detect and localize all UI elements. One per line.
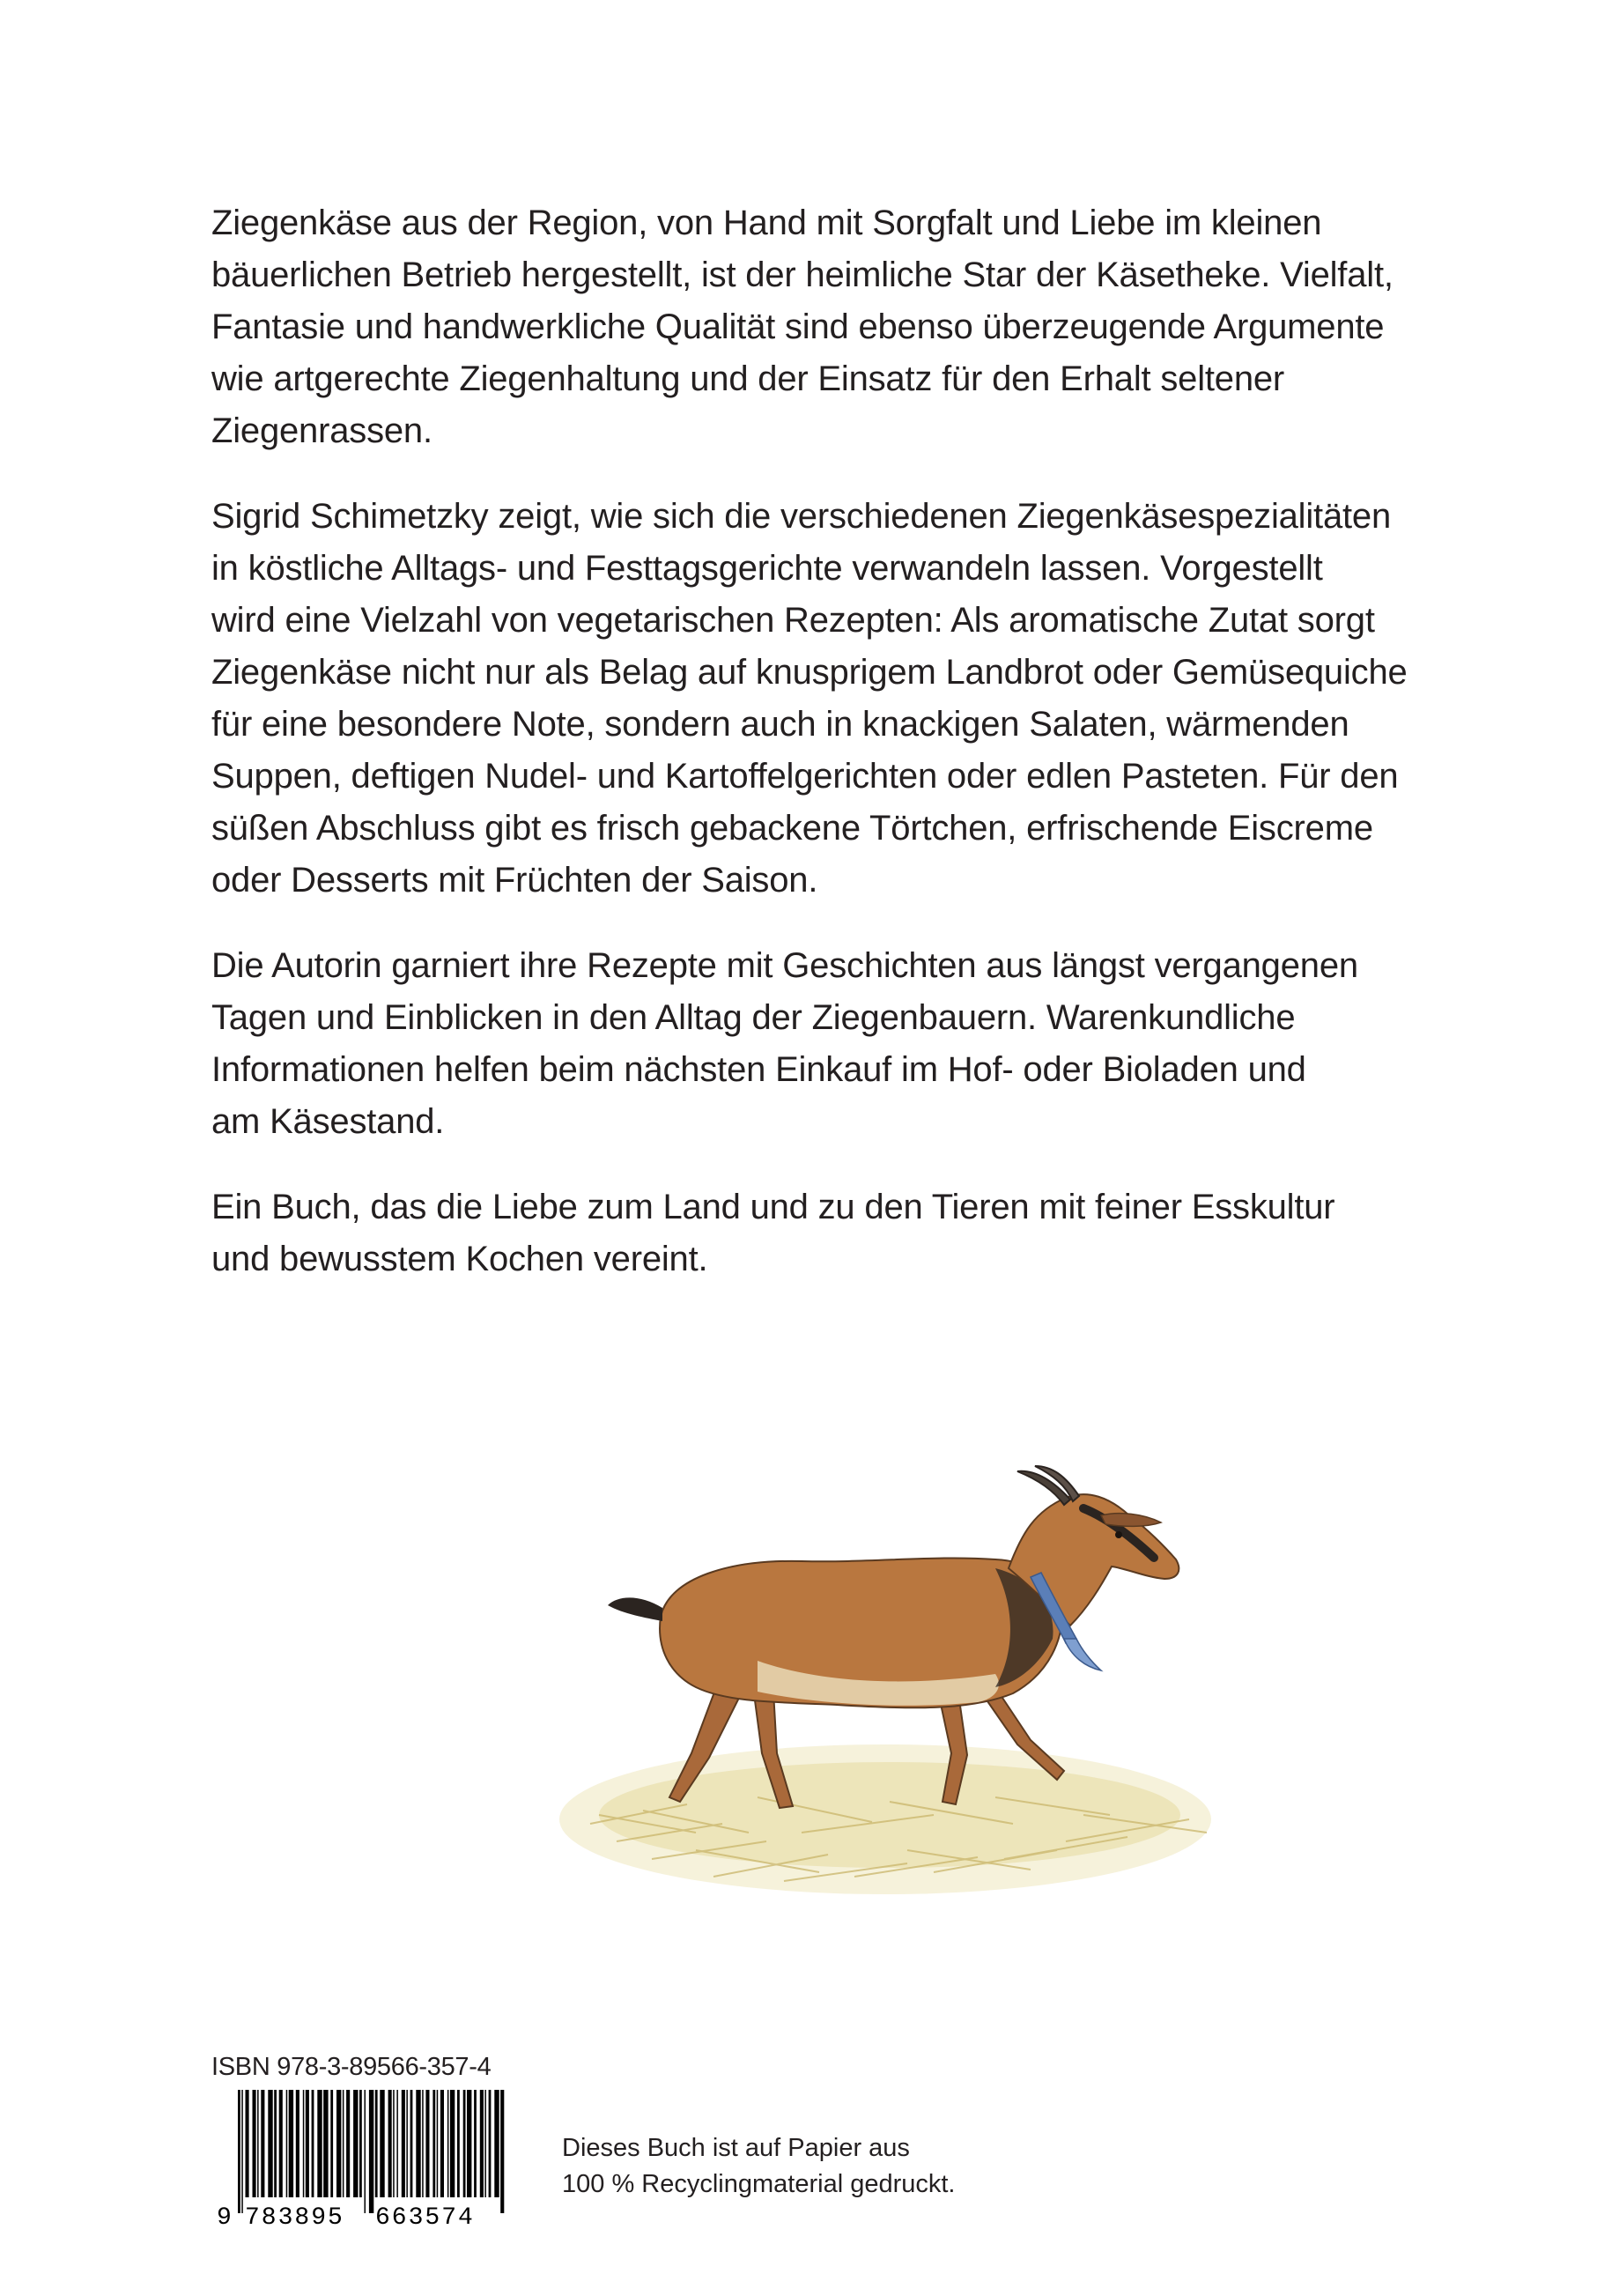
barcode-bar [343, 2090, 344, 2197]
barcode-bar [402, 2090, 405, 2197]
recycling-note-line: 100 % Recyclingmaterial gedruckt. [562, 2170, 956, 2198]
barcode-bar [306, 2090, 309, 2197]
barcode-bar [480, 2090, 484, 2197]
blurb-line: Ziegenrassen. [211, 411, 432, 450]
blurb-line: in köstliche Alltags- und Festtagsgerichte verwandeln lassen. Vorgestellt [211, 549, 1323, 588]
barcode-bar [406, 2090, 408, 2197]
barcode-bar [279, 2090, 283, 2197]
barcode-bar [467, 2090, 471, 2197]
barcode-bar [303, 2090, 305, 2197]
blurb-line: am Käsestand. [211, 1102, 445, 1141]
barcode-bar [416, 2090, 420, 2197]
barcode-bar [484, 2090, 486, 2197]
barcode-bar [457, 2090, 460, 2197]
barcode-bar [396, 2090, 398, 2197]
barcode-bar [463, 2090, 466, 2197]
blurb-line: für eine besondere Note, sondern auch in knackigen Salaten, wärmenden [211, 705, 1349, 744]
barcode-bar [432, 2090, 435, 2197]
blurb-line: und bewusstem Kochen vereint. [211, 1240, 708, 1278]
barcode-bar [274, 2090, 277, 2197]
barcode-bar [422, 2090, 424, 2197]
blurb-line: Informationen helfen beim nächsten Einkauf im Hof- oder Bioladen und [211, 1050, 1306, 1089]
barcode-bar [425, 2090, 429, 2197]
barcode-right-digits: 663574 [375, 2204, 475, 2231]
barcode-bar [500, 2090, 504, 2213]
blurb-paragraph-3 [211, 940, 1445, 1148]
blurb-line: Tagen und Einblicken in den Alltag der Ziegenbauern. Warenkundliche [211, 998, 1296, 1037]
barcode-bar [246, 2090, 249, 2197]
barcode-bar [447, 2090, 449, 2197]
barcode-bar [393, 2090, 395, 2197]
barcode-bars [238, 2090, 504, 2213]
blurb-line: süßen Abschluss gibt es frisch gebackene Törtchen, erfrischende Eiscreme [211, 809, 1373, 848]
blurb-line: bäuerlichen Betrieb hergestellt, ist der heimliche Star der Käsetheke. Vielfalt, [211, 256, 1394, 294]
blurb-line: Sigrid Schimetzky zeigt, wie sich die verschiedenen Ziegenkäsespezialitäten [211, 497, 1392, 536]
barcode-bar [323, 2090, 328, 2197]
barcode-bar [494, 2090, 499, 2197]
blurb-line: wie artgerechte Ziegenhaltung und der Einsatz für den Erhalt seltener [211, 359, 1285, 398]
barcode-bar [489, 2090, 492, 2197]
blurb-line: Die Autorin garniert ihre Rezepte mit Geschichten aus längst vergangenen [211, 946, 1358, 985]
blurb-line: Ein Buch, das die Liebe zum Land und zu den Tieren mit feiner Esskultur [211, 1188, 1335, 1226]
barcode-bar [410, 2090, 413, 2197]
blurb-line: Ziegenkäse nicht nur als Belag auf knusprigem Landbrot oder Gemüsequiche [211, 653, 1408, 692]
barcode-bar [268, 2090, 272, 2197]
barcode-bar [296, 2090, 299, 2197]
blurb-line: Fantasie und handwerkliche Qualität sind ebenso überzeugende Argumente [211, 307, 1385, 346]
barcode-bar [312, 2090, 314, 2197]
barcode-left-digits: 783895 [245, 2204, 344, 2231]
barcode-bar [369, 2090, 373, 2213]
barcode-bar [375, 2090, 378, 2197]
blurb-line: oder Desserts mit Früchten der Saison. [211, 861, 818, 900]
barcode-bar [353, 2090, 358, 2197]
blurb-paragraph-2 [211, 491, 1445, 907]
blurb-line: Ziegenkäse aus der Region, von Hand mit Sorgfalt und Liebe im kleinen [211, 204, 1322, 242]
barcode-bar [359, 2090, 362, 2197]
barcode [215, 2090, 514, 2231]
barcode-bar [261, 2090, 264, 2197]
barcode-bar [286, 2090, 288, 2197]
blurb-text [211, 197, 1445, 1319]
recycling-note-line: Dieses Buch ist auf Papier aus [562, 2134, 910, 2162]
barcode-bar [241, 2090, 243, 2213]
barcode-bar [388, 2090, 392, 2197]
barcode-bar [440, 2090, 444, 2197]
isbn-label: ISBN 978-3-89566-357-4 [211, 2053, 492, 2081]
barcode-bar [253, 2090, 256, 2197]
barcode-bar [238, 2090, 240, 2213]
barcode-bar [317, 2090, 322, 2197]
recycling-note [562, 2130, 955, 2203]
barcode-bar [336, 2090, 341, 2197]
barcode-bar [380, 2090, 384, 2197]
blurb-line: Suppen, deftigen Nudel- und Kartoffelgerichten oder edlen Pasteten. Für den [211, 757, 1399, 796]
straw-bed [559, 1744, 1211, 1894]
barcode-bar [474, 2090, 477, 2197]
barcode-bar [330, 2090, 333, 2197]
goat-illustration [537, 1463, 1260, 1921]
barcode-bar [257, 2090, 259, 2197]
barcode-bar [450, 2090, 455, 2197]
barcode-first-digit: 9 [217, 2204, 232, 2231]
goat-tail [608, 1597, 662, 1621]
blurb-paragraph-4 [211, 1181, 1445, 1285]
barcode-bar [346, 2090, 350, 2197]
blurb-line: wird eine Vielzahl von vegetarischen Rezepten: Als aromatische Zutat sorgt [211, 601, 1375, 640]
barcode-bar [289, 2090, 293, 2197]
barcode-bar [437, 2090, 439, 2197]
blurb-paragraph-1 [211, 197, 1445, 457]
barcode-bar [365, 2090, 366, 2213]
